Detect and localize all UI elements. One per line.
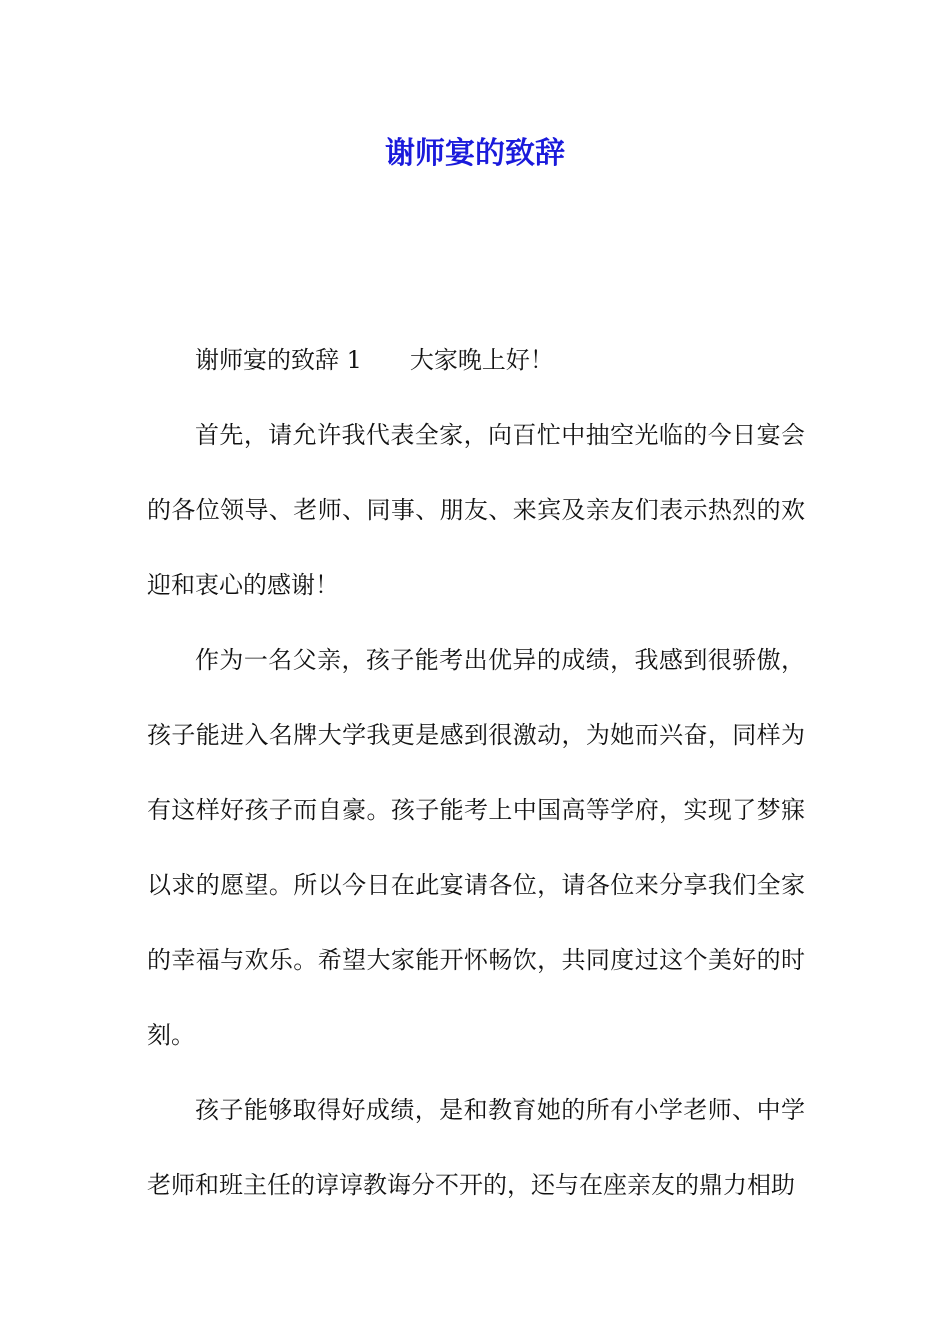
paragraph: 孩子能够取得好成绩，是和教育她的所有小学老师、中学老师和班主任的谆谆教诲分不开的，还与在座亲友的鼎力相助 (147, 1096, 805, 1199)
opening-line (147, 323, 805, 398)
document-body (147, 323, 805, 1223)
document-title: 谢师宴的致辞 (385, 136, 565, 171)
paragraph: 首先，请允许我代表全家，向百忙中抽空光临的今日宴会的各位领导、老师、同事、朋友、来宾及亲友们表示热烈的欢迎和衷心的感谢！ (147, 421, 805, 599)
paragraph: 作为一名父亲，孩子能考出优异的成绩，我感到很骄傲，孩子能进入名牌大学我更是感到很激动，为她而兴奋，同样为有这样好孩子而自豪。孩子能考上中国高等学府，实现了梦寐以求的愿望。所以今日在此宴请各位，请各位来分享我们全家的幸福与欢乐。希望大家能开怀畅饮，共同度过这个美好的时刻。 (147, 646, 805, 1049)
section-heading: 谢师宴的致辞 1 (195, 346, 362, 374)
greeting: 大家晚上好！ (409, 346, 554, 374)
